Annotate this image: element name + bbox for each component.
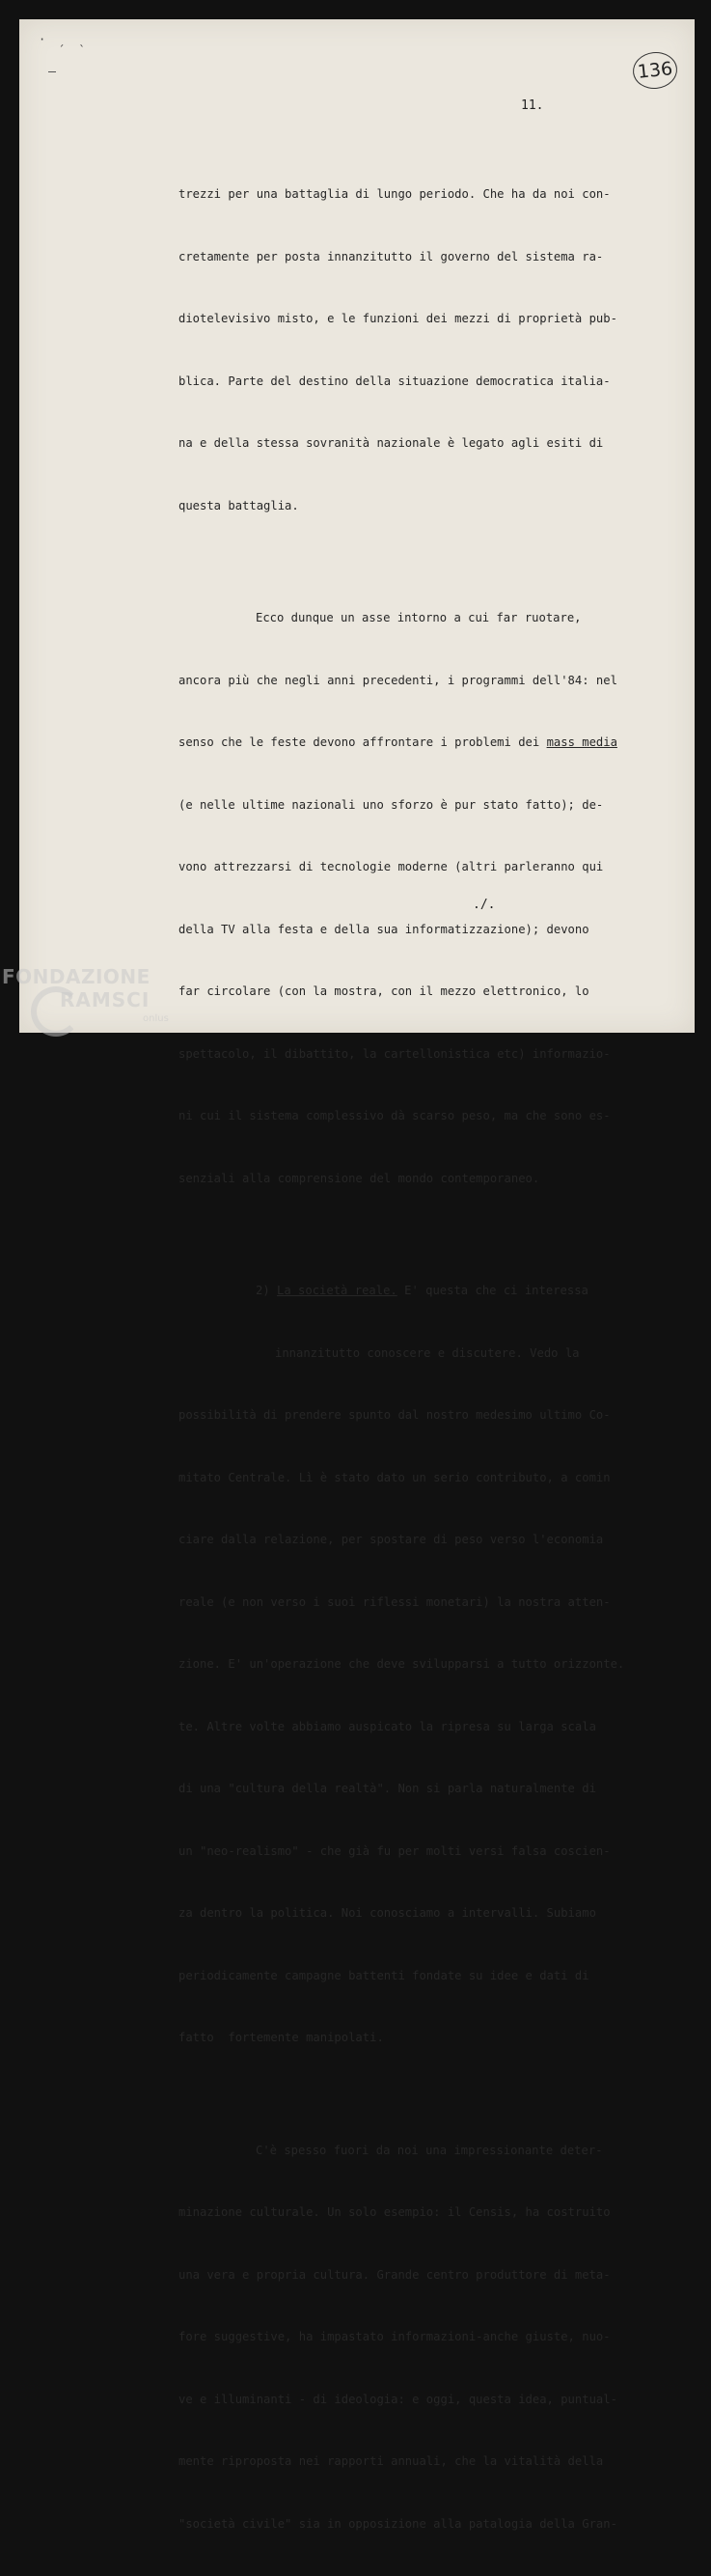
text-line: trezzi per una battaglia di lungo periodo. Che ha da noi con- — [178, 187, 611, 201]
text-line: innanzitutto conoscere e discutere. Vedo la — [275, 1345, 580, 1360]
text-line — [178, 1281, 593, 1302]
text-line: mente riproposta nei rapporti annuali, che la vitalità della — [178, 2454, 604, 2468]
text-line: un "neo-realismo" - che già fu per molti versi falsa coscien- — [178, 1843, 611, 1858]
watermark-line3: onlus — [143, 1013, 169, 1024]
body-text — [178, 143, 625, 2576]
section-number: 2) — [256, 1284, 278, 1297]
spacer — [178, 558, 593, 567]
text-line: C'è spesso fuori da noi una impressionante deter- — [256, 2143, 603, 2157]
text-line: (e nelle ultime nazionali uno sforzo è pur stato fatto); de- — [178, 797, 604, 812]
text-line: fore suggestive, ha impastato informazioni-anche giuste, nuo- — [178, 2330, 611, 2343]
archive-stamp: 136 — [631, 50, 679, 92]
text-line: periodicamente campagne battenti fondate su idee e dati di — [178, 1968, 589, 1982]
text-line: reale (e non verso i suoi riflessi monetari) la nostra atten- — [178, 1594, 611, 1609]
section-heading: La società reale. — [277, 1284, 397, 1297]
text-line: "società civile" sia in opposizione alla patalogia della Gran- — [178, 2516, 617, 2531]
text-line: diotelevisivo misto, e le funzioni dei mezzi di proprietà pub- — [178, 312, 617, 325]
text-line: di una "cultura della realtà". Non si parla naturalmente di — [178, 1782, 596, 1795]
text-line: blica. Parte del destino della situazione democratica italia- — [178, 374, 611, 388]
text-segment: senso che le feste devono affrontare i problemi dei — [178, 735, 547, 749]
text-line: senziali alla comprensione del mondo contemporaneo. — [178, 1171, 540, 1185]
text-line: te. Altre volte abbiamo auspicato la ripresa su larga scala — [178, 1719, 596, 1733]
watermark-logo — [2, 965, 185, 1038]
text-line: za dentro la politica. Noi conosciamo a intervalli. Subiamo — [178, 1906, 596, 1920]
text-line: ciare dalla relazione, per spostare di peso verso l'economia — [178, 1533, 604, 1546]
text-line — [178, 733, 617, 754]
text-line: zione. E' un'operazione che deve svilupparsi a tutto orizzonte. — [178, 1657, 625, 1671]
text-segment: E' questa che ci interessa — [397, 1284, 588, 1297]
text-line: spettacolo, il dibattito, la cartellonistica etc) informazio- — [178, 1046, 611, 1061]
underlined-term: mass media — [546, 735, 617, 749]
text-line: questa battaglia. — [178, 498, 299, 512]
text-line: mitato Centrale. Lì è stato dato un serio contributo, a comin — [178, 1470, 611, 1484]
text-line: una vera e propria cultura. Grande centro produttore di meta- — [178, 2267, 611, 2282]
text-line: cretamente per posta innanzitutto il governo del sistema ra- — [178, 249, 604, 263]
spacer — [178, 2091, 593, 2099]
watermark-line2: RAMSCI — [60, 988, 150, 1011]
text-line: far circolare (con la mostra, con il mezzo elettronico, lo — [178, 984, 589, 998]
margin-marks: · ˏ ˎ — [39, 33, 89, 46]
text-line: ni cui il sistema complessivo dà scarso peso, ma che sono es- — [178, 1109, 611, 1122]
text-line: Ecco dunque un asse intorno a cui far ruotare, — [256, 611, 582, 624]
text-line: possibilità di prendere spunto dal nostro medesimo ultimo Co- — [178, 1408, 611, 1422]
margin-dash — [48, 71, 56, 72]
text-line: della TV alla festa e della sua informatizzazione); devono — [178, 922, 589, 936]
text-line: minazione culturale. Un solo esempio: il Censis, ha costruito — [178, 2205, 611, 2219]
continuation-mark: ./. — [473, 898, 496, 912]
watermark-line1: FONDAZIONE — [2, 965, 150, 988]
document-page — [19, 19, 695, 2531]
text-line: vono attrezzarsi di tecnologie moderne (altri parleranno qui — [178, 860, 604, 873]
text-line: fatto fortemente manipolati. — [178, 2031, 384, 2044]
text-line: ancora più che negli anni precedenti, i programmi dell'84: nel — [178, 673, 617, 687]
text-line: ve e illuminanti - di ideologia: e oggi, questa idea, puntual- — [178, 2392, 617, 2406]
spacer — [178, 1231, 593, 1239]
page-number: 11. — [521, 98, 544, 113]
text-line: na e della stessa sovranità nazionale è legato agli esiti di — [178, 436, 604, 450]
